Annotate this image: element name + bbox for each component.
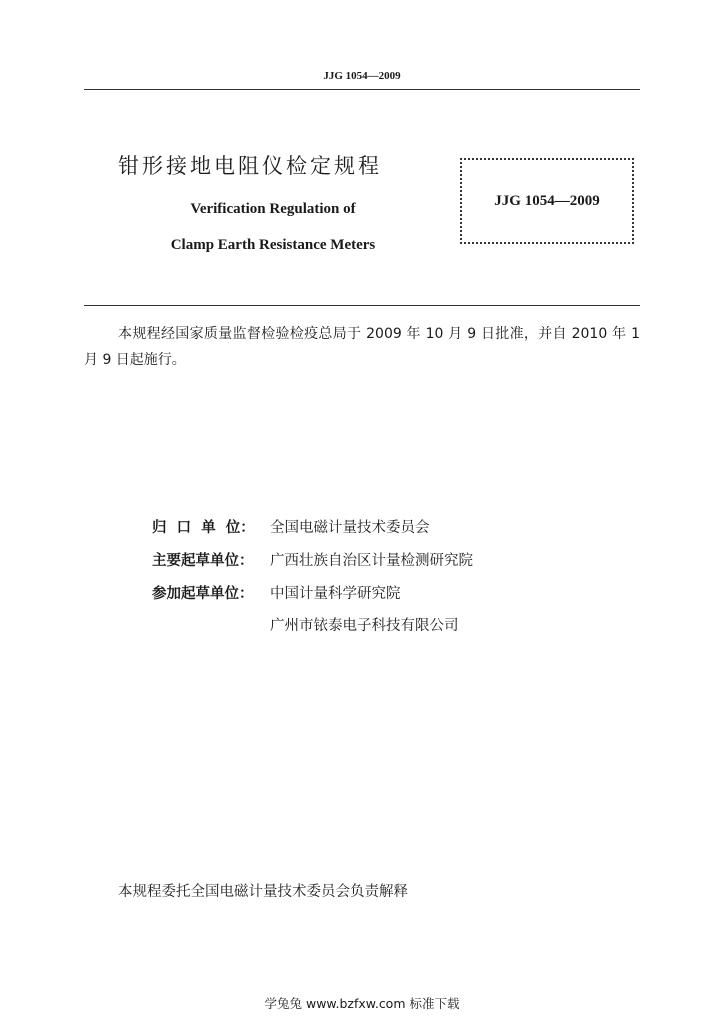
title-divider: [84, 305, 640, 306]
title-english-line2: Clamp Earth Resistance Meters: [170, 237, 376, 253]
title-english-line1: Verification Regulation of: [190, 201, 356, 217]
org-value: 广西壮族自治区计量检测研究院: [270, 553, 473, 569]
org-value: 中国计量科学研究院: [270, 586, 401, 602]
org-label: 主要起草单位：: [152, 553, 254, 569]
org-label: 归 口 单 位：: [152, 520, 255, 536]
org-value: 全国电磁计量技术委员会: [270, 520, 430, 536]
standard-code-box-text: JJG 1054—2009: [494, 192, 600, 209]
interpretation-note: 本规程委托全国电磁计量技术委员会负责解释: [118, 884, 408, 900]
title-chinese: 钳形接地电阻仪检定规程: [118, 154, 382, 178]
org-value: 广州市铱泰电子科技有限公司: [270, 618, 459, 634]
header-standard-code: JJG 1054—2009: [323, 70, 401, 82]
standard-code-box: [460, 158, 634, 244]
approval-statement: 本规程经国家质量监督检验检疫总局于 2009 年 10 月 9 日批准，并自 2010 年 1 月 9 日起施行。: [84, 326, 640, 368]
download-watermark: 学兔兔 www.bzfxw.com 标准下载: [264, 996, 460, 1011]
org-label: 参加起草单位：: [152, 586, 254, 602]
header-divider: [84, 89, 640, 90]
